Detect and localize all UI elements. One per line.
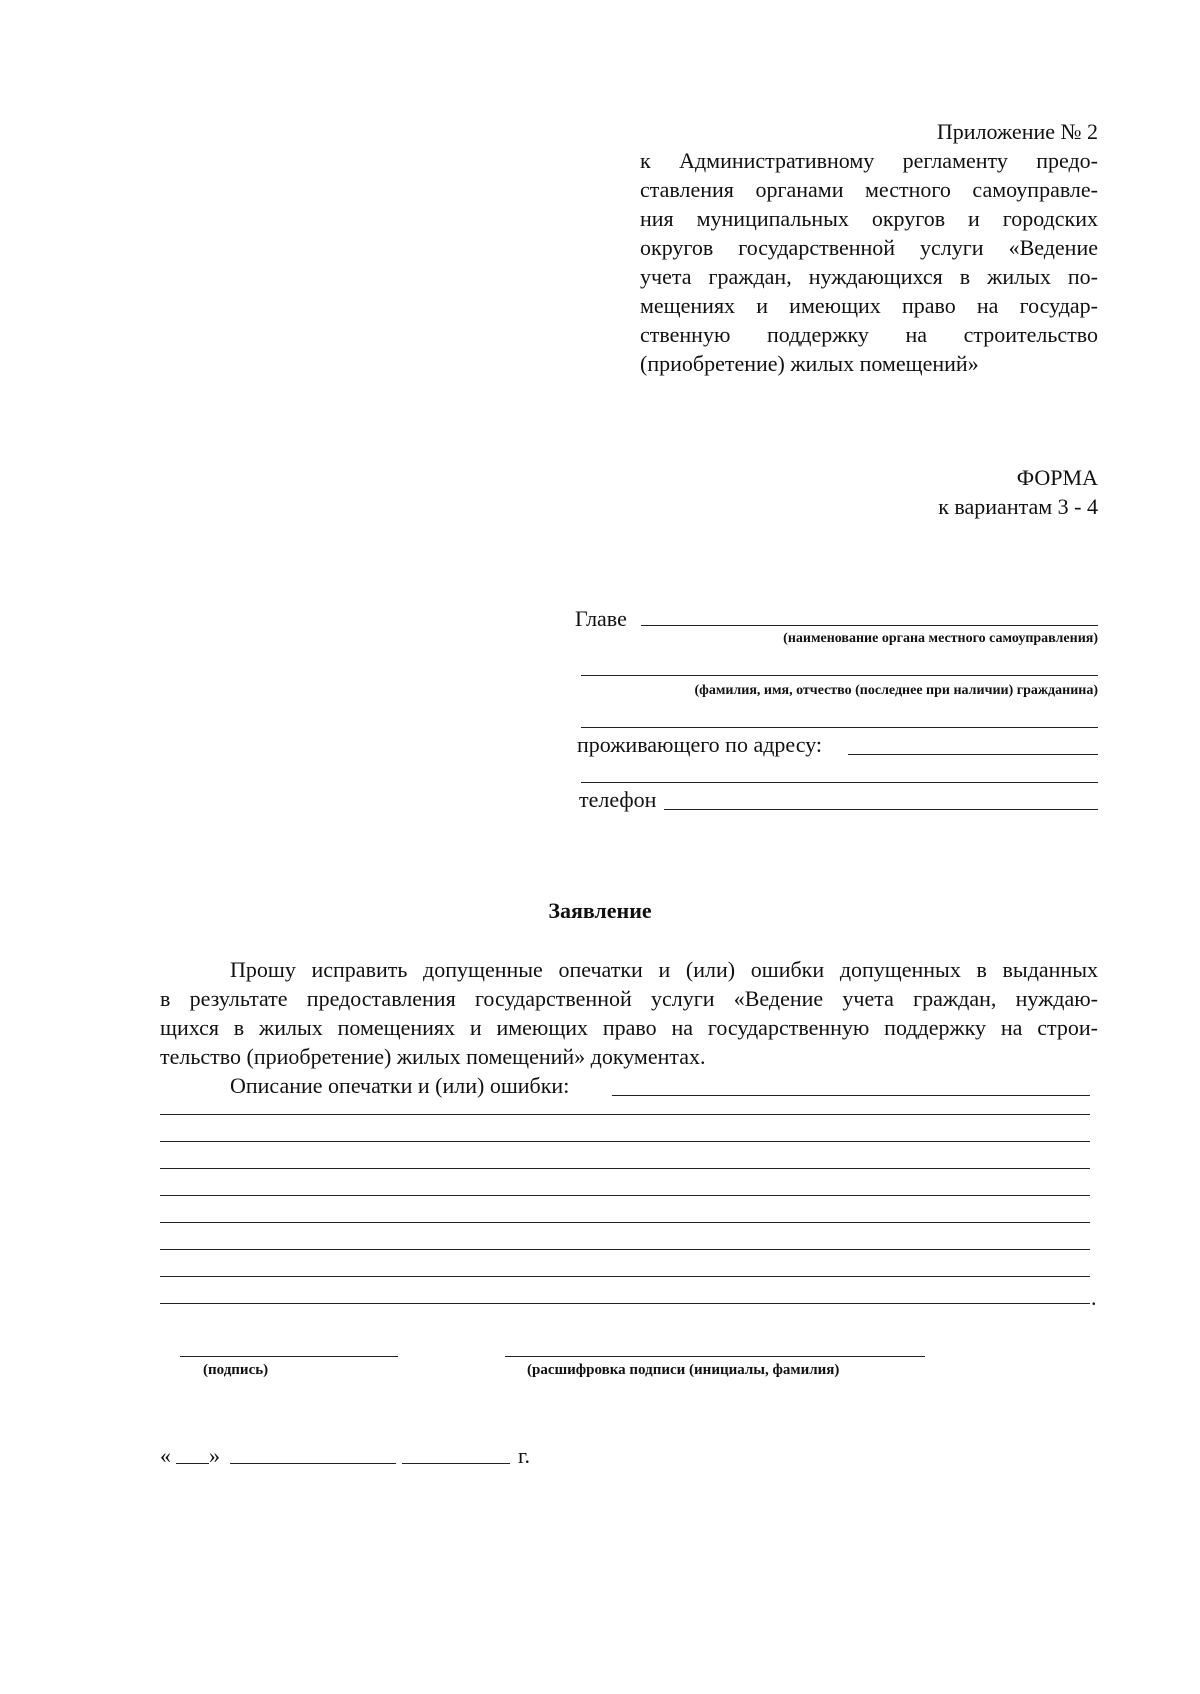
description-field[interactable]: [612, 1095, 1090, 1096]
description-line[interactable]: [160, 1222, 1090, 1223]
signature-caption: (подпись): [203, 1362, 269, 1378]
date-close-quote: »: [209, 1443, 220, 1468]
form-variant: к вариантам 3 - 4: [938, 494, 1098, 519]
description-line[interactable]: [160, 1168, 1090, 1169]
appendix-title: Приложение № 2: [936, 119, 1098, 144]
fio-field-extra[interactable]: [581, 727, 1098, 728]
head-label: Главе: [575, 606, 627, 631]
description-label: Описание опечатки и (или) ошибки:: [230, 1073, 570, 1098]
fio-field[interactable]: [581, 675, 1098, 676]
statement-line: щихся в жилых помещениях и имеющих право на государственную поддержку на строи-: [160, 1015, 1098, 1040]
appendix-line: ственную поддержку на строительство: [640, 322, 1098, 347]
statement-body: [160, 955, 1098, 1071]
fio-caption: (фамилия, имя, отчество (последнее при наличии) гражданина): [694, 683, 1098, 698]
address-field[interactable]: [848, 754, 1098, 755]
phone-field[interactable]: [664, 809, 1098, 810]
description-end-mark: .: [1091, 1285, 1097, 1310]
appendix-line: мещениях и имеющих право на государ-: [640, 293, 1098, 318]
description-line[interactable]: [160, 1141, 1090, 1142]
statement-line: Прошу исправить допущенные опечатки и (или) ошибки допущенных в выданных: [230, 957, 1098, 982]
appendix-text: [640, 146, 1098, 378]
description-line[interactable]: [160, 1195, 1090, 1196]
appendix-line: (приобретение) жилых помещений»: [640, 351, 979, 376]
appendix-line: к Административному регламенту предо-: [640, 148, 1098, 173]
statement-line: в результате предоставления государственной услуги «Ведение учета граждан, нуждаю-: [160, 986, 1098, 1011]
signature-decode-caption: (расшифровка подписи (инициалы, фамилия): [527, 1362, 840, 1378]
organ-caption: (наименование органа местного самоуправления): [783, 631, 1098, 646]
signature-decode-field[interactable]: [505, 1356, 925, 1357]
description-line[interactable]: [160, 1114, 1090, 1115]
appendix-line: ставления органами местного самоуправле-: [640, 177, 1098, 202]
description-line[interactable]: [160, 1276, 1090, 1277]
appendix-line: округов государственной услуги «Ведение: [640, 235, 1098, 260]
date-open-quote: «: [160, 1443, 171, 1468]
statement-line: тельство (приобретение) жилых помещений» документах.: [160, 1044, 706, 1069]
date-month-field[interactable]: [230, 1463, 396, 1464]
description-line[interactable]: [160, 1303, 1090, 1304]
statement-title: Заявление: [548, 898, 652, 923]
form-title: ФОРМА: [1016, 465, 1098, 490]
date-year-suffix: г.: [518, 1443, 531, 1468]
address-field-extra[interactable]: [581, 782, 1098, 783]
phone-label: телефон: [579, 787, 657, 812]
description-line[interactable]: [160, 1249, 1090, 1250]
appendix-line: учета граждан, нуждающихся в жилых по-: [640, 264, 1098, 289]
organ-name-field[interactable]: [641, 625, 1098, 626]
address-label: проживающего по адресу:: [577, 732, 823, 757]
date-year-field[interactable]: [402, 1463, 510, 1464]
date-day-field[interactable]: [176, 1463, 209, 1464]
appendix-line: ния муниципальных округов и городских: [640, 206, 1098, 231]
signature-field[interactable]: [180, 1356, 398, 1357]
